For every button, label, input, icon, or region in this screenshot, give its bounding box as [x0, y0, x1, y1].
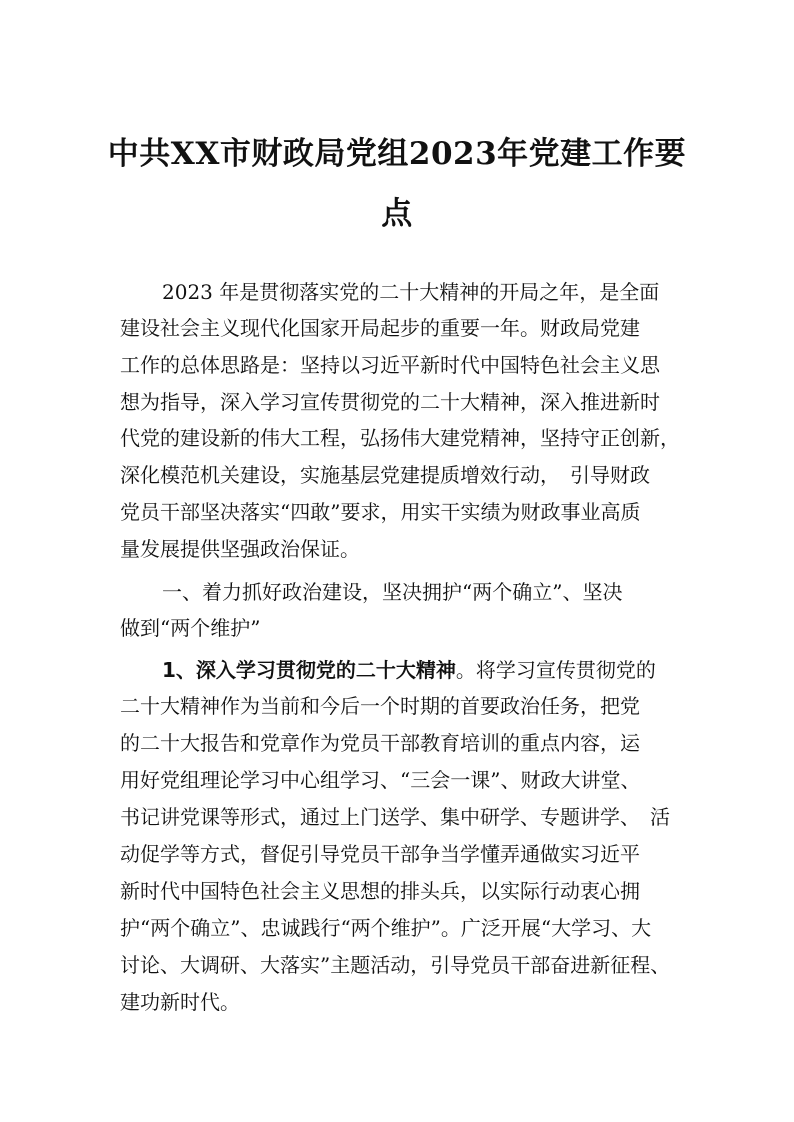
- paragraph-line: 用好党组理论学习中心组学习、“三会一课”、财政大讲堂、: [120, 768, 641, 792]
- paragraph-line: 想为指导，深入学习宣传贯彻党的二十大精神，深入推进新时: [120, 390, 660, 414]
- paragraph-line: 量发展提供坚强政治保证。: [120, 537, 360, 561]
- paragraph-line: 书记讲党课等形式，通过上门送学、集中研学、专题讲学、 活: [120, 805, 670, 829]
- paragraph-line: 党员干部坚决落实“四敢”要求，用实干实绩为财政事业高质: [120, 500, 641, 524]
- paragraph-line: 工作的总体思路是：坚持以习近平新时代中国特色社会主义思: [120, 353, 660, 377]
- section-heading-line: 做到“两个维护”: [120, 616, 261, 640]
- document-title-line-2: 点: [381, 196, 413, 232]
- paragraph-line: 动促学等方式，督促引导党员干部争当学懂弄通做实习近平: [120, 842, 640, 866]
- document-title-line-1: 中共XX市财政局党组2023年党建工作要: [107, 136, 687, 172]
- paragraph-line: 讨论、大调研、大落实”主题活动，引导党员干部奋进新征程、: [120, 953, 671, 977]
- paragraph-line: 建设社会主义现代化国家开局起步的重要一年。财政局党建: [120, 316, 640, 340]
- paragraph-line: 护“两个确立”、忠诚践行“两个维护”。广泛开展“大学习、大: [120, 916, 652, 940]
- paragraph-line: 深化模范机关建设，实施基层党建提质增效行动， 引导财政: [120, 463, 650, 487]
- paragraph-line: 建功新时代。: [120, 990, 240, 1014]
- paragraph-line: 二十大精神作为当前和今后一个时期的首要政治任务，把党: [120, 694, 640, 718]
- paragraph-line: 的二十大报告和党章作为党员干部教育培训的重点内容，运: [120, 731, 640, 755]
- paragraph-line: 代党的建设新的伟大工程，弘扬伟大建党精神，坚持守正创新，: [120, 426, 680, 450]
- subheading: 1、深入学习贯彻党的二十大精神: [162, 658, 456, 682]
- section-heading-line: 一、着力抓好政治建设，坚决拥护“两个确立”、坚决: [162, 580, 623, 604]
- subheading-line: [162, 656, 656, 684]
- paragraph-line: 2023 年是贯彻落实党的二十大精神的开局之年，是全面: [162, 280, 660, 304]
- paragraph-line: 新时代中国特色社会主义思想的排头兵，以实际行动衷心拥: [120, 879, 640, 903]
- subheading-tail: 。将学习宣传贯彻党的: [455, 658, 656, 682]
